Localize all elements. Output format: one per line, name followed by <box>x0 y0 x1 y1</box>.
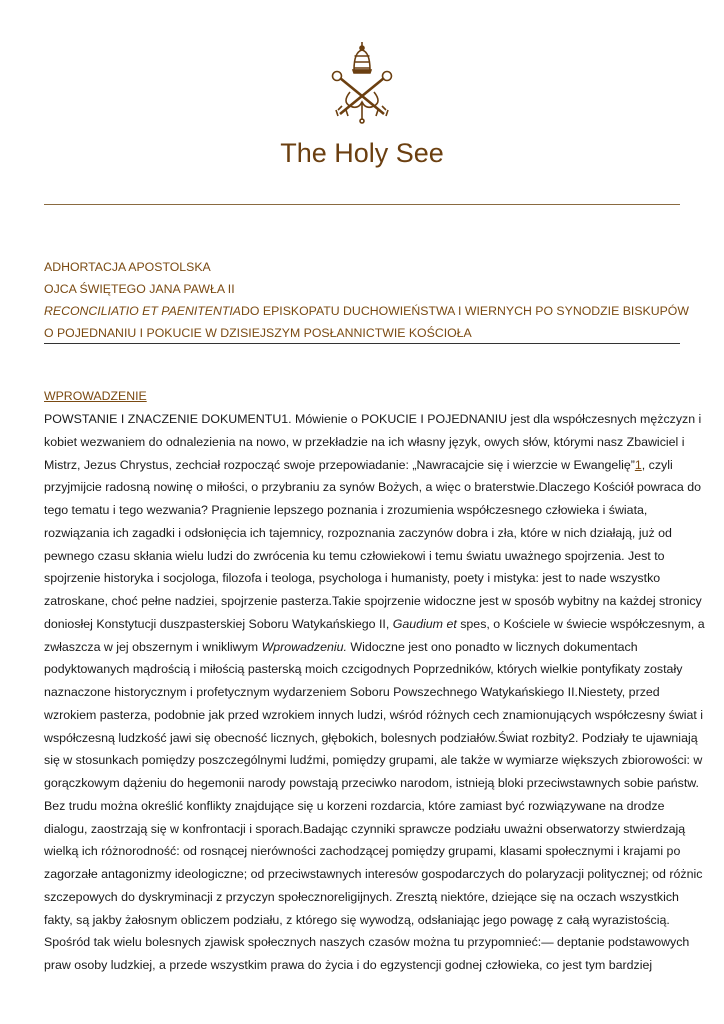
header-line-4: O POJEDNANIU I POKUCIE W DZISIEJSZYM POSŁANNICTWIE KOŚCIOŁA <box>44 326 472 340</box>
footnote-link-1[interactable]: 1 <box>634 457 642 472</box>
body-text-span: spes, o Kościele w świecie współczesnym, a <box>456 616 705 631</box>
header-line-1: ADHORTACJA APOSTOLSKA <box>44 260 211 274</box>
body-line: naznaczone historycznym i profetycznym wydarzeniem Soboru Powszechnego Watykańskiego II.Niestety, przed <box>44 685 660 699</box>
site-title: The Holy See <box>280 138 444 168</box>
body-line: dialogu, zaostrzają się w konfrontacji i sporach.Badając czynniki sprawcze podziału uważni obserwatorzy stwierdzają <box>44 821 686 836</box>
body-line: wzrokiem pasterza, podobnie jak przed wzrokiem innych ludzi, wśród różnych cech znamionujących współczesny świat i <box>44 707 704 722</box>
papal-keys-tiara-emblem-icon <box>320 40 404 124</box>
header-divider <box>44 204 680 205</box>
body-line: praw osoby ludzkiej, a przede wszystkim prawa do życia i do egzystencji godnej człowieka, co jest tym bardziej <box>44 958 653 972</box>
body-line: pewnego czasu skłania wielu ludzi do zwrócenia ku temu człowiekowi i temu światu uważnego spojrzenia. Jest to <box>44 548 665 563</box>
body-line: rozwiązania ich zagadki i odsłonięcia ich tajemnicy, rozpoznania zaczynów dobra i zła, które w nich działają, już od <box>44 525 672 540</box>
body-line: współczesną ludzkość jawi się obecność licznych, głębokich, bolesnych podziałów.Świat rozbity2. Podziały te ujawniają <box>44 730 698 745</box>
document-header <box>44 256 689 344</box>
document-latin-title: RECONCILIATIO ET PAENITENTIA <box>44 304 242 318</box>
document-body <box>44 408 705 977</box>
body-line: spojrzenie historyka i socjologa, filozofa i teologa, psychologa i humanisty, poety i mistyka: jest to nade wszystko <box>44 571 661 586</box>
italic-title: Gaudium et <box>392 616 457 631</box>
body-text-span: Widoczne jest ono ponadto w licznych dokumentach <box>346 639 638 654</box>
header-line-3-rest: DO EPISKOPATU DUCHOWIEŃSTWA I WIERNYCH PO SYNODZIE BISKUPÓW <box>241 304 689 318</box>
body-text-span: Mistrz, Jezus Chrystus, zechciał rozpocząć swoje przepowiadanie: „Nawracajcie się i wierzcie w Ewangelię” <box>44 457 635 472</box>
body-text-span: doniosłej Konstytucji duszpasterskiej Soboru Watykańskiego II, <box>44 616 393 631</box>
body-line: Spośród tak wielu bolesnych zjawisk społecznych naszych czasów można tu przypomnieć:— deptanie podstawowych <box>44 935 690 950</box>
header-line-2: OJCA ŚWIĘTEGO JANA PAWŁA II <box>44 282 235 296</box>
section-link-wprowadzenie[interactable]: WPROWADZENIE <box>44 389 147 403</box>
body-line <box>44 454 684 477</box>
body-line: wielką ich różnorodność: od rosnącej nierówności zachodzącej pomiędzy grupami, klasami społecznymi i krajami po <box>44 844 681 859</box>
body-line: przyjmijcie radosną nowinę o miłości, o przybraniu za synów Bożych, a więc o braterstwie.Dlaczego Kościół powraca do <box>44 480 701 495</box>
body-line <box>44 613 705 636</box>
body-line: podyktowanych mądrością i miłością pasterską moich czcigodnych Poprzedników, których wielkie pontyfikaty zostały <box>44 662 683 677</box>
body-line: Bez trudu można określić konflikty znajdujące się u korzeni rozdarcia, które zamiast być rozwiązywane na drodze <box>44 798 665 813</box>
body-text-span: zwłaszcza w jej obszernym i wnikliwym <box>44 639 262 654</box>
body-line: się w stosunkach pomiędzy poszczególnymi ludźmi, pomiędzy grupami, ale także w wymiarze większych zbiorowości: w <box>44 753 703 768</box>
body-line: szczepowych do dyskryminacji z przyczyn społecznoreligijnych. Zresztą niektóre, dziejące się na oczach wszystkich <box>44 889 679 904</box>
body-line: kobiet wezwaniem do odnalezienia na nowo, w przekładzie na ich własny język, owych słów, którymi nasz Zbawiciel i <box>44 434 685 449</box>
body-text-span: , czyli <box>641 457 673 472</box>
italic-title: Wprowadzeniu. <box>261 639 347 654</box>
body-line: gorączkowym dążeniu do hegemonii narody powstają przeciwko narodom, istnieją bloki przeciwstawnych sobie państw. <box>44 776 699 790</box>
body-line: zagorzałe antagonizmy ideologiczne; od przeciwstawnych interesów gospodarczych do polaryzacji politycznej; od różnic <box>44 867 703 881</box>
header-line-3 <box>44 300 689 322</box>
body-line: POWSTANIE I ZNACZENIE DOKUMENTU1. Mówienie o POKUCIE I POJEDNANIU jest dla współczesnych mężczyzn i <box>44 412 702 426</box>
body-line: tego tematu i tego wezwania? Pragnienie lepszego poznania i zrozumienia współczesnego człowieka i świata, <box>44 503 648 517</box>
section-divider <box>44 343 680 344</box>
body-line: fakty, są jakby żałosnym obliczem podziału, z którego się wywodzą, odsłaniając jego powagę z całą wyrazistością. <box>44 912 670 927</box>
body-line <box>44 636 684 659</box>
body-line: zatroskane, choć pełne nadziei, spojrzenie pasterza.Takie spojrzenie widoczne jest w sposób wybitny na każdej stronicy <box>44 594 702 608</box>
